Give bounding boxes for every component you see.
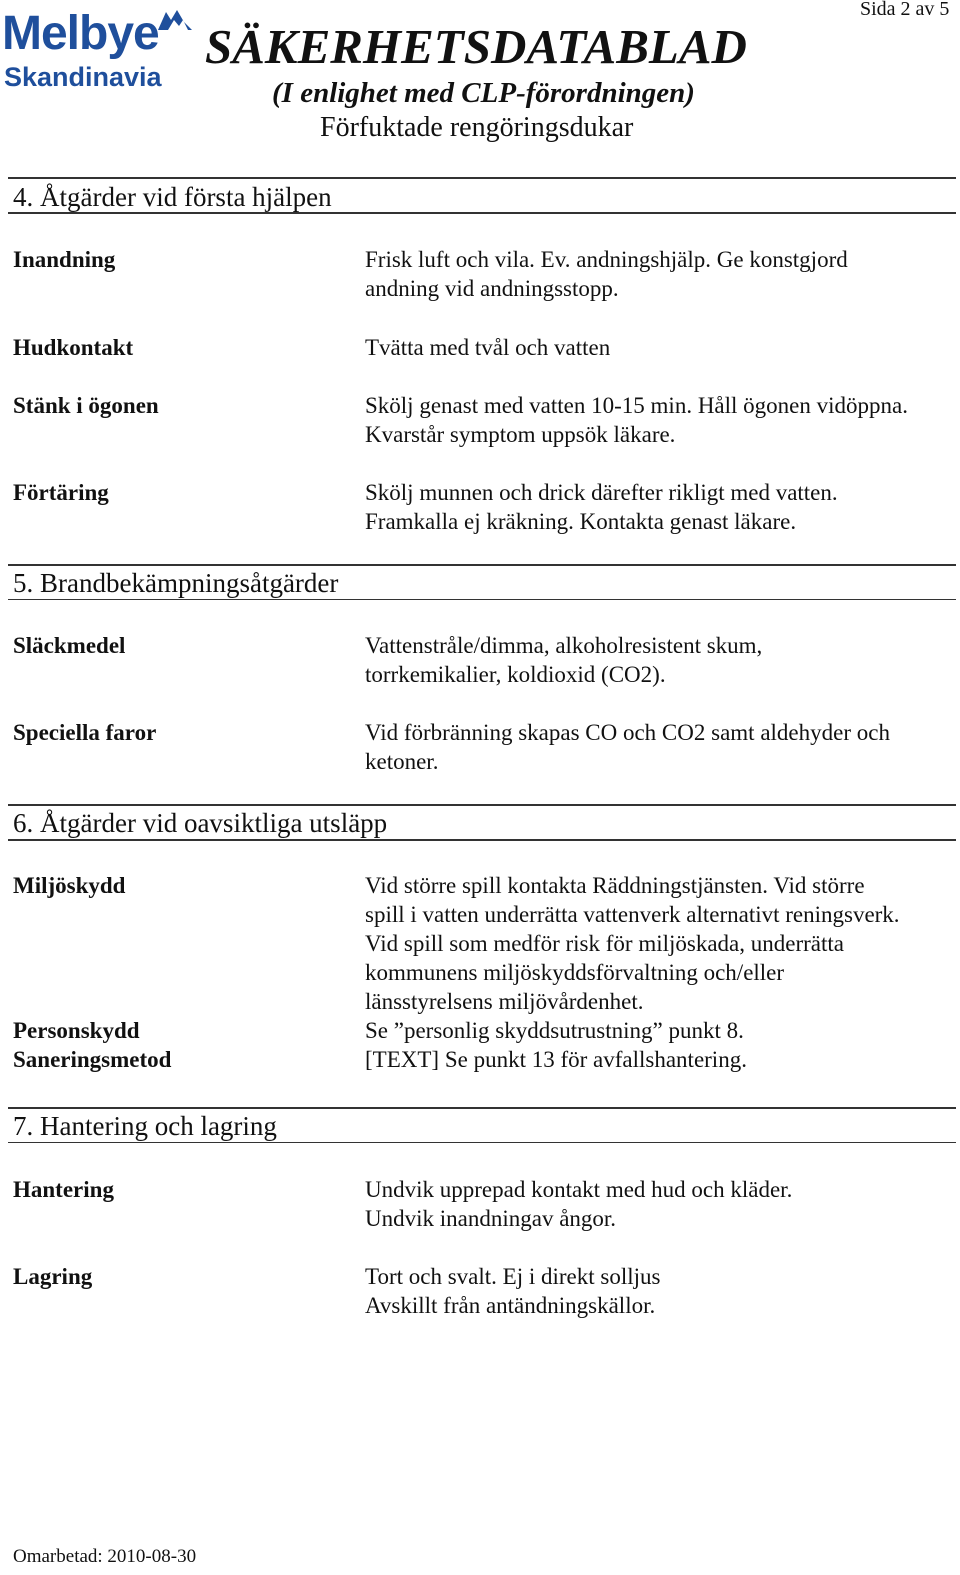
section-rule-bottom bbox=[8, 839, 956, 841]
value-environmental-protection bbox=[365, 871, 955, 1016]
section-rule-top bbox=[8, 564, 956, 566]
revision-date: Omarbetad: 2010-08-30 bbox=[13, 1546, 197, 1567]
page-number: Sida 2 av 5 bbox=[860, 0, 950, 20]
label-special-hazards: Speciella faror bbox=[13, 720, 157, 745]
value-personal-protection bbox=[365, 1016, 955, 1045]
product-name: Förfuktade rengöringsdukar bbox=[320, 112, 634, 143]
text-line: ketoner. bbox=[365, 749, 439, 774]
section-rule-bottom bbox=[8, 599, 956, 600]
section-title-firefighting: 5. Brandbekämpningsåtgärder bbox=[13, 568, 339, 598]
label-personal-protection: Personskydd bbox=[13, 1018, 140, 1043]
text-line: kommunens miljöskyddsförvaltning och/eller bbox=[365, 960, 785, 985]
value-storage bbox=[365, 1262, 955, 1320]
text-line: spill i vatten underrätta vattenverk alternativt reningsverk. bbox=[365, 902, 900, 927]
text-line: Vid större spill kontakta Räddningstjänsten. Vid större bbox=[365, 873, 865, 898]
text-line: Undvik upprepad kontakt med hud och kläder. bbox=[365, 1177, 793, 1202]
text-line: [TEXT] Se punkt 13 för avfallshantering. bbox=[365, 1047, 747, 1072]
value-cleanup-method bbox=[365, 1045, 955, 1074]
value-eye-contact bbox=[365, 391, 955, 449]
text-line: Tort och svalt. Ej i direkt solljus bbox=[365, 1264, 661, 1289]
label-skin-contact: Hudkontakt bbox=[13, 335, 134, 360]
section-rule-top bbox=[8, 1107, 956, 1109]
value-special-hazards bbox=[365, 718, 955, 776]
text-line: Framkalla ej kräkning. Kontakta genast läkare. bbox=[365, 509, 797, 534]
section-rule-top bbox=[8, 804, 956, 806]
section-rule-top bbox=[8, 177, 956, 179]
section-title-accidental-release: 6. Åtgärder vid oavsiktliga utsläpp bbox=[13, 808, 388, 838]
text-line: Frisk luft och vila. Ev. andningshjälp. Ge konstgjord bbox=[365, 247, 848, 272]
logo-wordmark: Melbye bbox=[2, 7, 159, 60]
label-handling: Hantering bbox=[13, 1177, 114, 1202]
text-line: Undvik inandningav ångor. bbox=[365, 1206, 617, 1231]
value-ingestion bbox=[365, 478, 955, 536]
value-extinguishing-media bbox=[365, 631, 955, 689]
label-extinguishing-media: Släckmedel bbox=[13, 633, 126, 658]
label-cleanup-method: Saneringsmetod bbox=[13, 1047, 172, 1072]
label-storage: Lagring bbox=[13, 1264, 93, 1289]
text-line: Se ”personlig skyddsutrustning” punkt 8. bbox=[365, 1018, 744, 1043]
text-line: Skölj genast med vatten 10-15 min. Håll ögonen vidöppna. bbox=[365, 393, 908, 418]
text-line: andning vid andningsstopp. bbox=[365, 276, 619, 301]
value-handling bbox=[365, 1175, 955, 1233]
label-ingestion: Förtäring bbox=[13, 480, 109, 505]
label-environmental-protection: Miljöskydd bbox=[13, 873, 126, 898]
text-line: Kvarstår symptom uppsök läkare. bbox=[365, 422, 676, 447]
section-title-handling-storage: 7. Hantering och lagring bbox=[13, 1111, 277, 1141]
value-inhalation bbox=[365, 245, 955, 303]
section-title-first-aid: 4. Åtgärder vid första hjälpen bbox=[13, 182, 332, 212]
label-inhalation: Inandning bbox=[13, 247, 116, 272]
logo-subtitle: Skandinavia bbox=[4, 62, 162, 92]
text-line: Tvätta med tvål och vatten bbox=[365, 335, 611, 360]
document-title: SÄKERHETSDATABLAD bbox=[205, 19, 747, 74]
text-line: Vattenstråle/dimma, alkoholresistent skum, bbox=[365, 633, 763, 658]
section-rule-bottom bbox=[8, 1142, 956, 1143]
text-line: Skölj munnen och drick därefter rikligt med vatten. bbox=[365, 480, 838, 505]
section-rule-bottom bbox=[8, 212, 956, 214]
text-line: länsstyrelsens miljövårdenhet. bbox=[365, 989, 644, 1014]
text-line: torrkemikalier, koldioxid (CO2). bbox=[365, 662, 666, 687]
text-line: Vid spill som medför risk för miljöskada, underrätta bbox=[365, 931, 844, 956]
label-eye-contact: Stänk i ögonen bbox=[13, 393, 159, 418]
text-line: Avskillt från antändningskällor. bbox=[365, 1293, 656, 1318]
logo-mountain-icon bbox=[158, 8, 192, 30]
text-line: Vid förbränning skapas CO och CO2 samt aldehyder och bbox=[365, 720, 890, 745]
document-subtitle: (I enlighet med CLP-förordningen) bbox=[272, 77, 695, 109]
value-skin-contact bbox=[365, 333, 955, 362]
